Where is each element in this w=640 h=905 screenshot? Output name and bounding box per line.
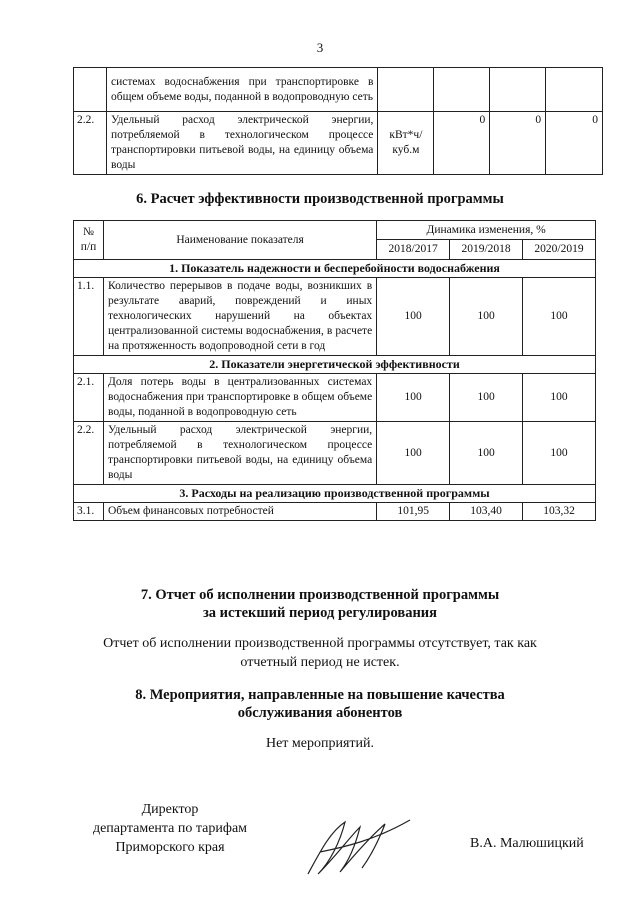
row-value bbox=[490, 68, 546, 112]
row-unit: кВт*ч/куб.м bbox=[378, 112, 434, 175]
row-value: 100 bbox=[450, 422, 523, 485]
header-period: 2019/2018 bbox=[450, 240, 523, 260]
group-row bbox=[74, 260, 596, 278]
row-name: Удельный расход электрической энергии, потребляемой в технологическом процессе транспортировки питьевой воды, на единицу объема воды bbox=[106, 112, 377, 175]
section-7-text-line1: Отчет об исполнении производственной программы отсутствует, так как bbox=[103, 636, 537, 651]
row-name: системах водоснабжения при транспортировке в общем объеме воды, поданной в водопроводную сеть bbox=[106, 68, 377, 112]
position-line: Приморского края bbox=[115, 840, 225, 855]
row-value: 0 bbox=[546, 112, 603, 175]
row-value: 100 bbox=[450, 374, 523, 422]
section-7-text-line2: отчетный период не истек. bbox=[240, 655, 400, 670]
handwritten-signature bbox=[300, 812, 420, 882]
row-value: 0 bbox=[434, 112, 490, 175]
efficiency-table bbox=[73, 220, 596, 521]
section-8-title-line2: обслуживания абонентов bbox=[237, 705, 403, 721]
continuation-table bbox=[73, 67, 603, 175]
position-line: департамента по тарифам bbox=[92, 821, 248, 836]
signatory-position bbox=[60, 800, 280, 857]
section-7-title-line2: за истекший период регулирования bbox=[202, 605, 438, 621]
group-title: 3. Расходы на реализацию производственной программы bbox=[74, 485, 596, 503]
row-index: 2.2. bbox=[74, 112, 107, 175]
table-row bbox=[74, 68, 603, 112]
row-value: 100 bbox=[377, 374, 450, 422]
row-value: 100 bbox=[450, 278, 523, 356]
header-period: 2018/2017 bbox=[377, 240, 450, 260]
section-8-title-line1: 8. Мероприятия, направленные на повышение качества bbox=[135, 687, 505, 703]
row-value: 101,95 bbox=[377, 503, 450, 521]
row-value: 100 bbox=[523, 374, 596, 422]
row-name: Объем финансовых потребностей bbox=[103, 503, 376, 521]
row-name: Доля потерь воды в централизованных системах водоснабжения при транспортировке в общем объеме воды, поданной в водопроводную сеть bbox=[103, 374, 376, 422]
table-row bbox=[74, 374, 596, 422]
row-value: 100 bbox=[523, 278, 596, 356]
section-7-title-line1: 7. Отчет об исполнении производственной программы bbox=[140, 587, 500, 603]
group-title: 1. Показатель надежности и бесперебойности водоснабжения bbox=[74, 260, 596, 278]
row-index bbox=[74, 68, 107, 112]
section-8-text: Нет мероприятий. bbox=[265, 736, 375, 751]
position-line: Директор bbox=[141, 802, 199, 817]
header-name: Наименование показателя bbox=[103, 221, 376, 260]
header-dynamics: Динамика изменения, % bbox=[377, 221, 596, 240]
table-row bbox=[74, 503, 596, 521]
header-row bbox=[74, 221, 596, 240]
row-value: 100 bbox=[523, 422, 596, 485]
row-value: 100 bbox=[377, 422, 450, 485]
row-value: 0 bbox=[490, 112, 546, 175]
table-row bbox=[74, 422, 596, 485]
row-index: 2.2. bbox=[74, 422, 104, 485]
table-row bbox=[74, 278, 596, 356]
page-number: 3 bbox=[316, 40, 324, 55]
signatory-name: В.А. Малюшицкий bbox=[470, 836, 584, 851]
row-index: 2.1. bbox=[74, 374, 104, 422]
row-value: 103,32 bbox=[523, 503, 596, 521]
row-value bbox=[546, 68, 603, 112]
header-period: 2020/2019 bbox=[523, 240, 596, 260]
table-row bbox=[74, 112, 603, 175]
row-index: 1.1. bbox=[74, 278, 104, 356]
row-name: Количество перерывов в подаче воды, возникших в результате аварий, повреждений и иных технологических нарушений на объектах централизованной системы водоснабжения, в расчете на протяженность водопроводной сети в год bbox=[103, 278, 376, 356]
group-row bbox=[74, 485, 596, 503]
row-name: Удельный расход электрической энергии, потребляемой в технологическом процессе транспортировки питьевой воды, на единицу объема воды bbox=[103, 422, 376, 485]
row-value bbox=[434, 68, 490, 112]
row-index: 3.1. bbox=[74, 503, 104, 521]
row-unit bbox=[378, 68, 434, 112]
section-6-title: 6. Расчет эффективности производственной программы bbox=[136, 191, 504, 207]
group-title: 2. Показатели энергетической эффективности bbox=[74, 356, 596, 374]
group-row bbox=[74, 356, 596, 374]
row-value: 103,40 bbox=[450, 503, 523, 521]
header-num: № п/п bbox=[74, 221, 104, 260]
row-value: 100 bbox=[377, 278, 450, 356]
